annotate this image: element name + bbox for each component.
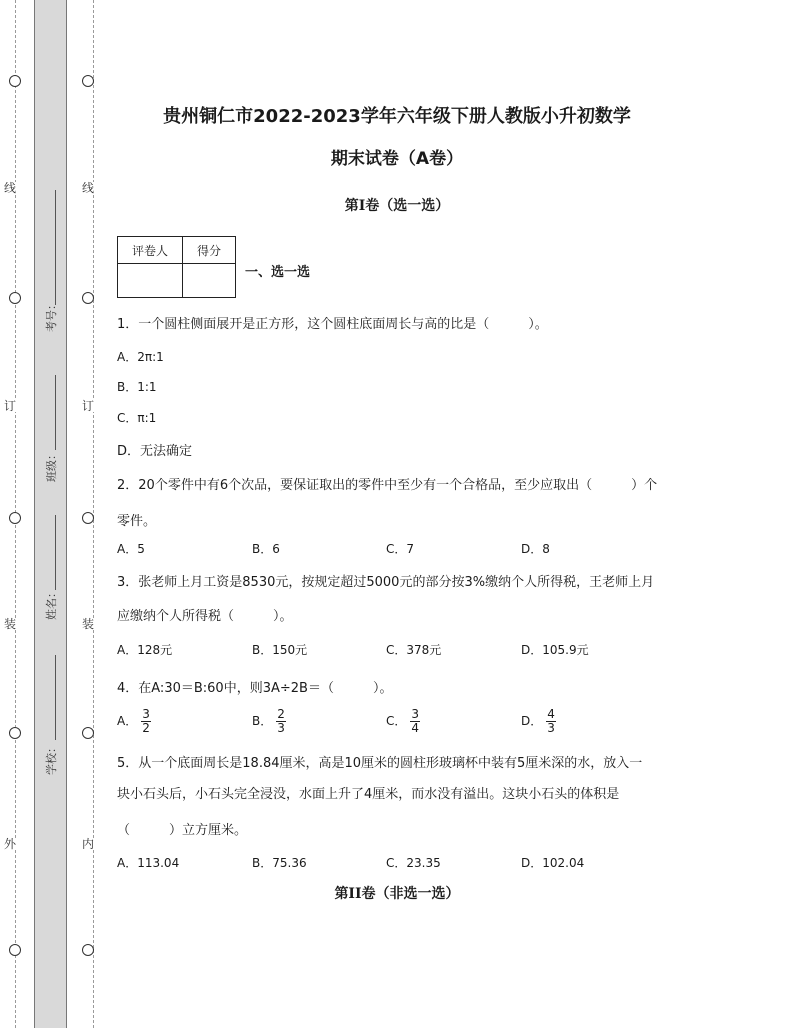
question-5-stem-line-3: （ ）立方厘米。 — [117, 823, 248, 838]
numerator: 2 — [277, 707, 285, 721]
question-5-stem-line-1: 5．从一个底面周长是18.84厘米，高是10厘米的圆柱形玻璃杯中装有5厘米深的水，放入一 — [117, 756, 643, 771]
field-name: 姓名： — [45, 587, 58, 620]
question-4-stem: 4．在A:30＝B:60中，则3A÷2B＝（ ）。 — [117, 681, 393, 696]
question-1-option-c: C．π:1 — [117, 411, 157, 425]
fraction — [546, 708, 556, 735]
fraction — [276, 708, 286, 735]
question-3-option-a: A．128元 — [117, 643, 173, 657]
option-label: C． — [386, 714, 407, 728]
margin-char-bind-inner: 装 — [82, 617, 95, 631]
question-1-option-a: A．2π:1 — [117, 350, 164, 364]
question-5-option-d: D．102.04 — [521, 856, 585, 870]
section-heading: 一、选一选 — [245, 265, 311, 280]
margin-char-bind: 装 — [4, 617, 17, 631]
option-label: B． — [252, 714, 273, 728]
option-label: D． — [521, 714, 543, 728]
score-box-grader-label: 评卷人 — [118, 237, 183, 264]
numerator: 3 — [411, 707, 420, 721]
binding-hole — [82, 727, 94, 739]
field-exam-number: 考号： — [45, 299, 58, 332]
question-5-option-c: C．23.35 — [386, 856, 441, 870]
binding-hole — [82, 944, 94, 956]
question-1-stem: 1．一个圆柱侧面展开是正方形，这个圆柱底面周长与高的比是（ ）。 — [117, 317, 548, 332]
margin-char-order-inner: 订 — [82, 399, 95, 413]
question-5-stem-line-2: 块小石头后，小石头完全浸没，水面上升了4厘米，而水没有溢出。这块小石头的体积是 — [117, 787, 620, 802]
question-2-option-b: B．6 — [252, 542, 280, 556]
binding-hole — [9, 727, 21, 739]
denominator: 3 — [277, 721, 285, 735]
question-4-option-d — [521, 708, 556, 735]
score-box-score-cell — [183, 264, 236, 298]
question-5-option-a: A．113.04 — [117, 856, 180, 870]
field-class-line — [55, 375, 56, 450]
field-class: 班级： — [45, 449, 58, 482]
question-2-stem-line-2: 零件。 — [117, 514, 157, 529]
question-4-option-b — [252, 708, 286, 735]
question-3-stem-line-1: 3．张老师上月工资是8530元，按规定超过5000元的部分按3%缴纳个人所得税，王老师上月 — [117, 575, 655, 590]
volume-2-heading: 第II卷（非选一选） — [334, 886, 460, 902]
question-2-option-d: D．8 — [521, 542, 550, 556]
score-box-score-label: 得分 — [183, 237, 236, 264]
binding-hole — [9, 512, 21, 524]
field-name-line — [55, 515, 56, 590]
fraction — [141, 708, 151, 735]
score-box — [117, 236, 236, 298]
question-3-option-d: D．105.9元 — [521, 643, 589, 657]
fraction — [410, 708, 420, 735]
score-box-grader-cell — [118, 264, 183, 298]
denominator: 4 — [411, 721, 420, 735]
question-3-option-b: B．150元 — [252, 643, 308, 657]
binding-hole — [9, 944, 21, 956]
field-school-line — [55, 655, 56, 740]
margin-char-order: 订 — [4, 399, 17, 413]
binding-hole — [82, 292, 94, 304]
numerator: 4 — [547, 707, 555, 721]
volume-1-heading: 第I卷（选一选） — [344, 198, 450, 214]
title-line-1: 贵州铜仁市2022-2023学年六年级下册人教版小升初数学 — [163, 106, 631, 127]
question-1-option-d: D．无法确定 — [117, 444, 193, 459]
margin-char-line: 线 — [4, 181, 17, 195]
option-label: A． — [117, 714, 138, 728]
denominator: 3 — [547, 721, 555, 735]
question-2-option-a: A．5 — [117, 542, 145, 556]
question-3-option-c: C．378元 — [386, 643, 442, 657]
question-2-stem-line-1: 2．20个零件中有6个次品，要保证取出的零件中至少有一个合格品，至少应取出（ ）个 — [117, 478, 658, 493]
question-4-option-a — [117, 708, 151, 735]
binding-hole — [9, 75, 21, 87]
denominator: 2 — [142, 721, 150, 735]
field-school: 学校： — [45, 742, 58, 775]
question-4-option-c — [386, 708, 420, 735]
margin-char-line-inner: 线 — [82, 181, 95, 195]
binding-hole — [82, 512, 94, 524]
margin-char-outer: 外 — [4, 837, 17, 851]
binding-hole — [82, 75, 94, 87]
question-5-option-b: B．75.36 — [252, 856, 307, 870]
title-line-2: 期末试卷（A卷） — [330, 149, 464, 169]
question-2-option-c: C．7 — [386, 542, 415, 556]
binding-hole — [9, 292, 21, 304]
numerator: 3 — [142, 707, 150, 721]
question-1-option-b: B．1:1 — [117, 380, 157, 394]
margin-char-inner: 内 — [82, 837, 95, 851]
question-3-stem-line-2: 应缴纳个人所得税（ ）。 — [117, 609, 293, 624]
